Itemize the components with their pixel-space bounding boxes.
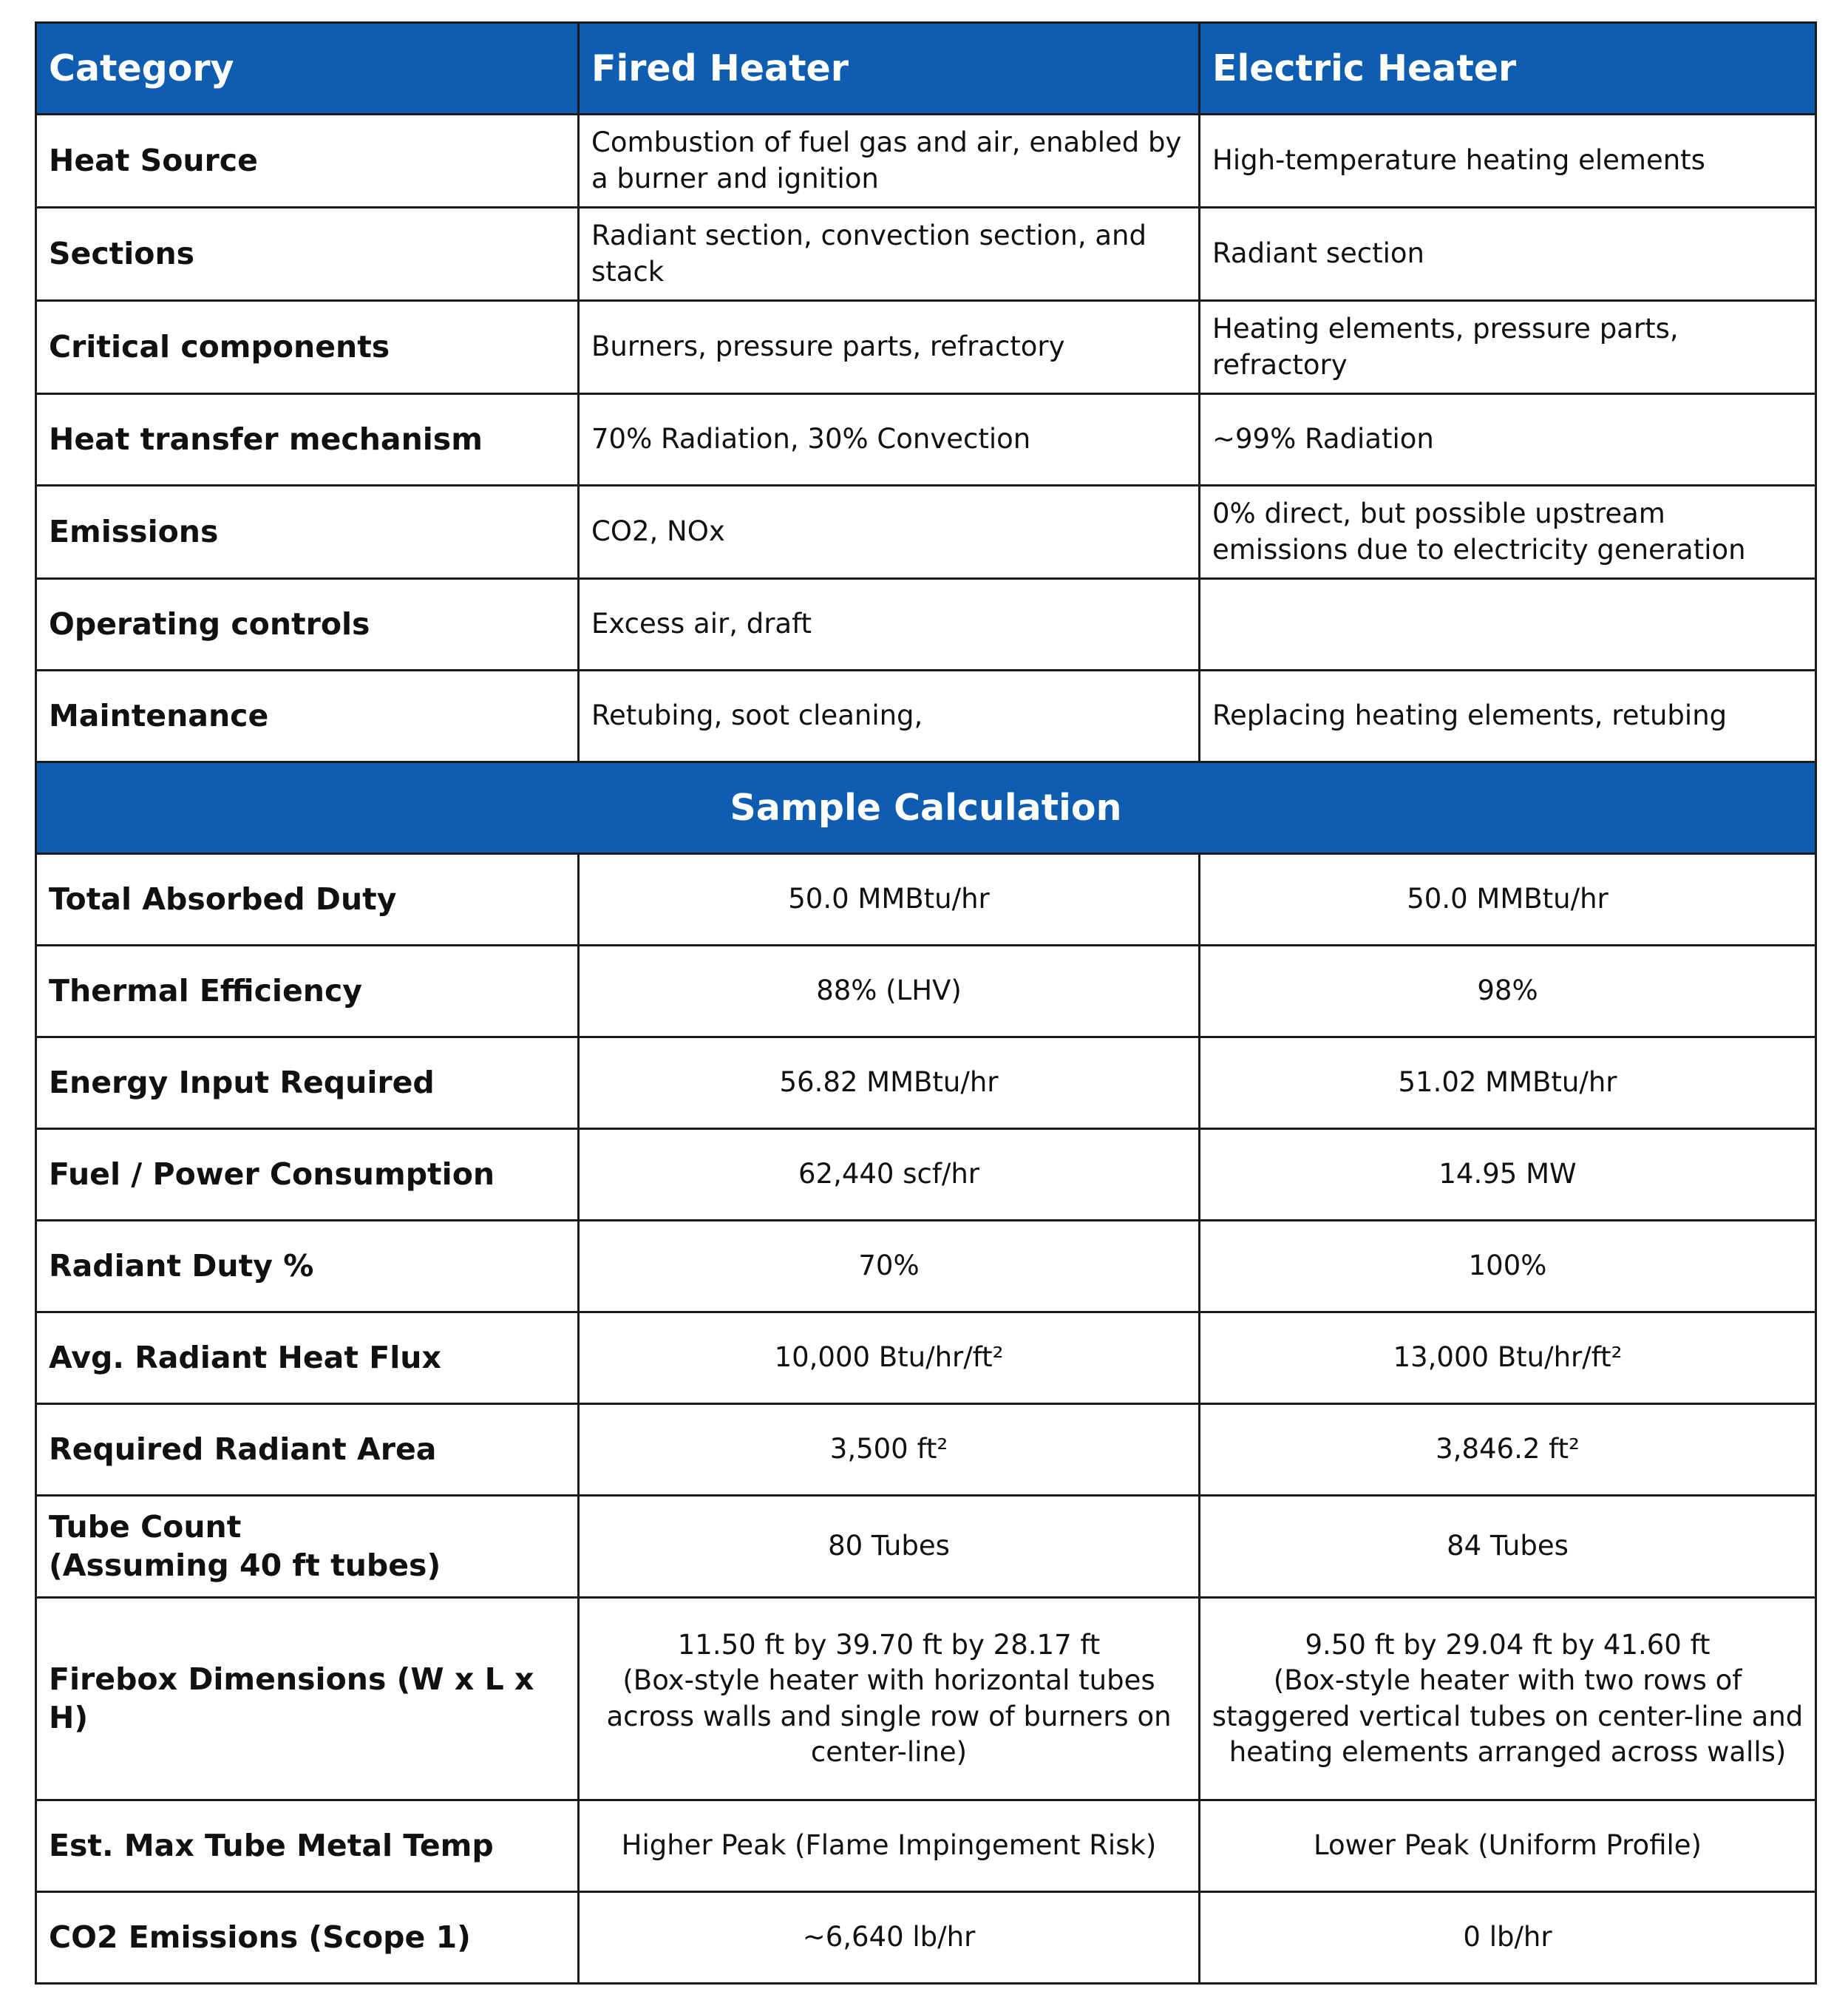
fired-value: 10,000 Btu/hr/ft² <box>579 1312 1200 1404</box>
dimensions-note: (Box-style heater with two rows of staggered vertical tubes on center-line and heating elements arranged across walls) <box>1212 1664 1804 1768</box>
fired-value: Higher Peak (Flame Impingement Risk) <box>579 1800 1200 1892</box>
fired-value: 70% Radiation, 30% Convection <box>579 394 1200 486</box>
electric-value: 0% direct, but possible upstream emissions due to electricity generation <box>1200 486 1816 579</box>
fired-value: Excess air, draft <box>579 579 1200 671</box>
table-row <box>36 1312 1816 1404</box>
row-category: Heat transfer mechanism <box>36 394 579 486</box>
row-category: Thermal Efficiency <box>36 946 579 1037</box>
row-category <box>36 1496 579 1598</box>
row-category: Firebox Dimensions (W x L x H) <box>36 1598 579 1800</box>
electric-value: 50.0 MMBtu/hr <box>1200 854 1816 946</box>
row-category: Heat Source <box>36 115 579 208</box>
dimensions-line: 9.50 ft by 29.04 ft by 41.60 ft <box>1305 1629 1711 1661</box>
electric-value: Radiant section <box>1200 208 1816 301</box>
fired-value: 88% (LHV) <box>579 946 1200 1037</box>
table-row <box>36 1129 1816 1221</box>
section-title: Sample Calculation <box>36 762 1816 854</box>
fired-value: 62,440 scf/hr <box>579 1129 1200 1221</box>
electric-value: 84 Tubes <box>1200 1496 1816 1598</box>
table-row <box>36 486 1816 579</box>
heater-comparison-table <box>35 21 1817 1985</box>
electric-value <box>1200 579 1816 671</box>
table-header-row <box>36 23 1816 115</box>
header-electric-heater: Electric Heater <box>1200 23 1816 115</box>
fired-value: Combustion of fuel gas and air, enabled by a burner and ignition <box>579 115 1200 208</box>
table-row <box>36 1496 1816 1598</box>
category-line: Tube Count <box>49 1509 242 1545</box>
dimensions-line: 11.50 ft by 39.70 ft by 28.17 ft <box>677 1629 1101 1661</box>
row-category: Est. Max Tube Metal Temp <box>36 1800 579 1892</box>
electric-value: ~99% Radiation <box>1200 394 1816 486</box>
fired-value: 50.0 MMBtu/hr <box>579 854 1200 946</box>
table-row <box>36 854 1816 946</box>
fired-value: 3,500 ft² <box>579 1404 1200 1496</box>
row-category: Total Absorbed Duty <box>36 854 579 946</box>
electric-value: 14.95 MW <box>1200 1129 1816 1221</box>
row-category: Emissions <box>36 486 579 579</box>
row-category: Fuel / Power Consumption <box>36 1129 579 1221</box>
table-row <box>36 394 1816 486</box>
fired-value: Radiant section, convection section, and stack <box>579 208 1200 301</box>
row-category: Maintenance <box>36 671 579 762</box>
electric-value: Heating elements, pressure parts, refractory <box>1200 301 1816 394</box>
table-row <box>36 579 1816 671</box>
table-row <box>36 1598 1816 1800</box>
electric-value: High-temperature heating elements <box>1200 115 1816 208</box>
fired-value: Retubing, soot cleaning, <box>579 671 1200 762</box>
table-row <box>36 1892 1816 1984</box>
table-row <box>36 115 1816 208</box>
dimensions-note: (Box-style heater with horizontal tubes across walls and single row of burners on center-line) <box>606 1664 1172 1768</box>
fired-value: CO2, NOx <box>579 486 1200 579</box>
sample-calculation-band <box>36 762 1816 854</box>
electric-value: 13,000 Btu/hr/ft² <box>1200 1312 1816 1404</box>
fired-value <box>579 1598 1200 1800</box>
fired-value: 80 Tubes <box>579 1496 1200 1598</box>
electric-value: Lower Peak (Uniform Profile) <box>1200 1800 1816 1892</box>
electric-value: 3,846.2 ft² <box>1200 1404 1816 1496</box>
header-category: Category <box>36 23 579 115</box>
row-category: Critical components <box>36 301 579 394</box>
fired-value: 70% <box>579 1221 1200 1312</box>
table-row <box>36 946 1816 1037</box>
row-category: Radiant Duty % <box>36 1221 579 1312</box>
electric-value: Replacing heating elements, retubing <box>1200 671 1816 762</box>
table-row <box>36 1037 1816 1129</box>
electric-value: 51.02 MMBtu/hr <box>1200 1037 1816 1129</box>
electric-value: 100% <box>1200 1221 1816 1312</box>
fired-value: ~6,640 lb/hr <box>579 1892 1200 1984</box>
row-category: Energy Input Required <box>36 1037 579 1129</box>
row-category: CO2 Emissions (Scope 1) <box>36 1892 579 1984</box>
table-row <box>36 1404 1816 1496</box>
row-category: Avg. Radiant Heat Flux <box>36 1312 579 1404</box>
fired-value: 56.82 MMBtu/hr <box>579 1037 1200 1129</box>
electric-value: 98% <box>1200 946 1816 1037</box>
table-row <box>36 208 1816 301</box>
electric-value <box>1200 1598 1816 1800</box>
fired-value: Burners, pressure parts, refractory <box>579 301 1200 394</box>
category-line: (Assuming 40 ft tubes) <box>49 1547 441 1583</box>
row-category: Operating controls <box>36 579 579 671</box>
header-fired-heater: Fired Heater <box>579 23 1200 115</box>
electric-value: 0 lb/hr <box>1200 1892 1816 1984</box>
row-category: Required Radiant Area <box>36 1404 579 1496</box>
table-row <box>36 1221 1816 1312</box>
row-category: Sections <box>36 208 579 301</box>
table-row <box>36 301 1816 394</box>
table-row <box>36 1800 1816 1892</box>
table-row <box>36 671 1816 762</box>
